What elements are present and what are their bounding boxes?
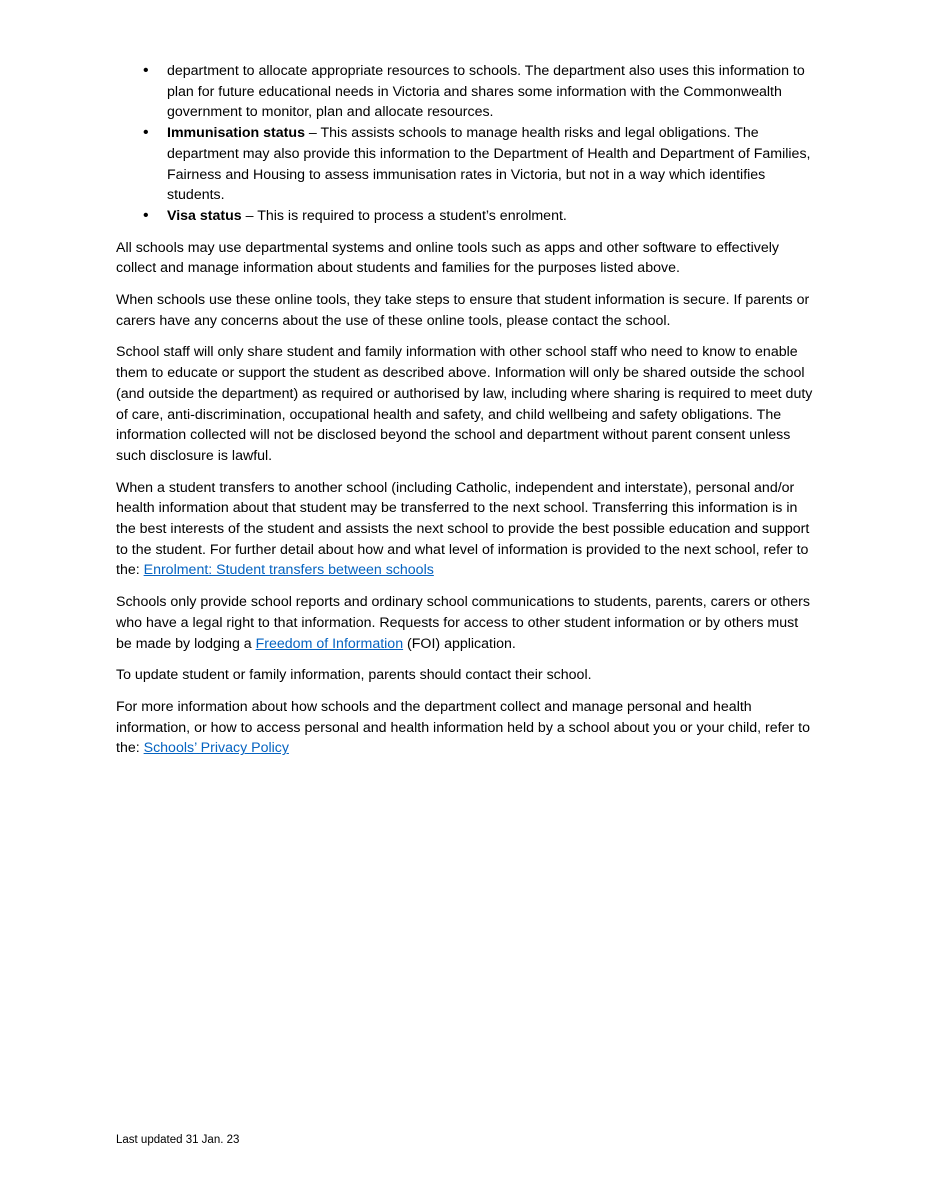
document-body [116, 61, 816, 770]
paragraph-text: (FOI) application. [403, 635, 516, 652]
bullet-heading: Immunisation status [167, 125, 305, 142]
paragraph-foi [116, 592, 816, 654]
paragraph-transfers [116, 478, 816, 582]
bullet-text: – This is required to process a student’s enrolment. [241, 207, 567, 224]
bullet-item-immunisation [167, 123, 816, 206]
bullet-list [116, 61, 816, 227]
bullet-text: department to allocate appropriate resources to schools. The department also uses this information to plan for future educational needs in Victoria and shares some information with the Commonwealth government to monitor, plan and allocate resources. [167, 63, 805, 121]
paragraph-text: For more information about how schools and the department collect and manage personal and health information, or how to access personal and health information held by a school about you or your child, refer to the: [116, 698, 811, 757]
paragraph-text: Schools only provide school reports and ordinary school communications to students, parents, carers or others who have a legal right to that information. Requests for access to other student information or by others must be made by lodging a [116, 594, 810, 652]
freedom-of-information-link[interactable]: Freedom of Information [255, 635, 404, 652]
bullet-item-resources [167, 61, 816, 123]
bullet-text: – This assists schools to manage health risks and legal obligations. The department may also provide this information to the Department of Health and Department of Families, Fairness and Housing to assess immunisation rates in Victoria, but not in a way which identifies students. [167, 125, 811, 204]
enrolment-transfers-link[interactable]: Enrolment: Student transfers between schools [143, 562, 434, 579]
paragraph-update: To update student or family information, parents should contact their school. [116, 667, 592, 684]
paragraph-privacy [116, 697, 816, 759]
privacy-policy-link[interactable]: Schools’ Privacy Policy [143, 740, 289, 757]
paragraph-online-tools: All schools may use departmental systems and online tools such as apps and other software to effectively collect and manage information about students and families for the purposes listed above. [116, 239, 779, 277]
paragraph-security: When schools use these online tools, they take steps to ensure that student information is secure. If parents or carers have any concerns about the use of these online tools, please contact the school. [116, 292, 810, 329]
bullet-item-visa [167, 206, 816, 227]
paragraph-text: When a student transfers to another school (including Catholic, independent and interstate), personal and/or health information about that student may be transferred to the next school. Transferring this information is in the best interests of the student and assists the next school to provide the best possible education and support to the student. For further detail about how and what level of information is provided to the next school, refer to the: [116, 479, 810, 579]
bullet-heading: Visa status [167, 207, 242, 224]
paragraph-sharing: School staff will only share student and family information with other school staff who need to know to enable them to educate or support the student as described above. Information will only be shared outside the school (and outside the department) as required or authorised by law, including where sharing is required to meet duty of care, anti-discrimination, occupational health and safety, and child wellbeing and safety obligations. The information collected will not be disclosed beyond the school and department without parent consent unless such disclosure is lawful. [116, 344, 813, 464]
page-footer: Last updated 31 Jan. 23 [116, 1134, 240, 1146]
